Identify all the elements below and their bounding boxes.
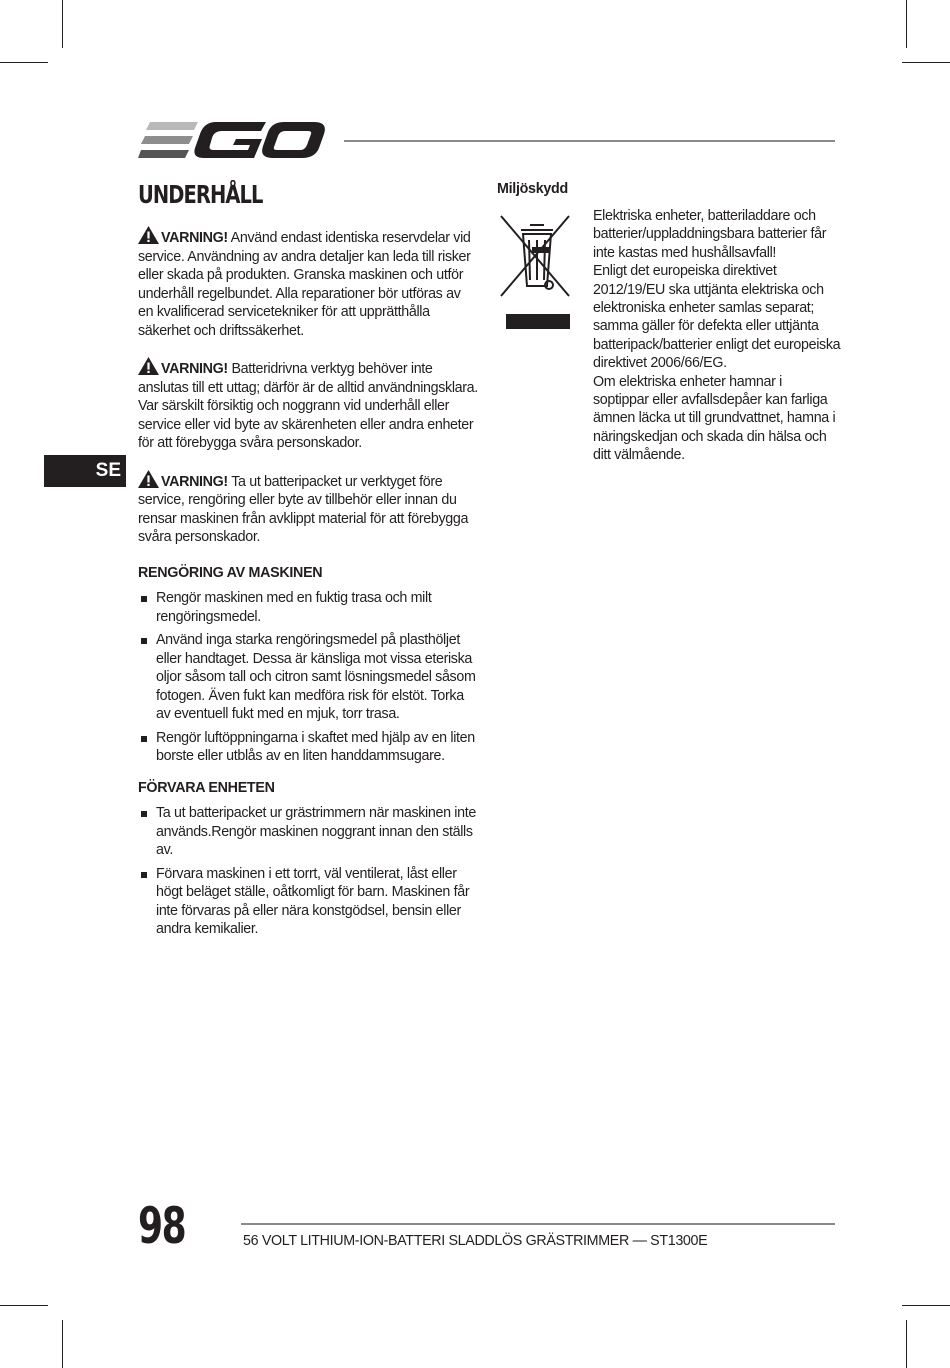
- crop-mark: [906, 0, 907, 48]
- crop-mark: [62, 1320, 63, 1368]
- warning-text: Använd endast identiska reservdelar vid service. Användning av andra detaljer kan leda till risker eller skada på produkten. Granska maskinen och utför underhåll regelbundet. Alla reparationer bör utföras av en kvalificerad servicetekniker för att upprätthålla säkerhet och driftssäkerhet.: [138, 230, 471, 339]
- language-tab-label: SE: [95, 460, 121, 481]
- warning-text: Batteridrivna verktyg behöver inte anslutas till ett uttag; därför är de alltid användningsklara. Var särskilt försiktig och noggrann vid underhåll eller service eller vid byte av skärenheten eller andra enheter för att förebygga svåra personskador.: [138, 361, 478, 451]
- warning-text: Ta ut batteripacket ur verktyget före service, rengöring eller byte av tillbehör eller innan du rensar maskinen från avklippt material för att förebygga svåra personskador.: [138, 473, 469, 545]
- environment-text: [593, 207, 841, 465]
- crop-mark: [902, 1305, 950, 1306]
- page-number: 98: [138, 1197, 186, 1255]
- storage-heading: FÖRVARA ENHETEN: [138, 779, 275, 796]
- warning-label: VARNING!: [161, 473, 228, 490]
- list-item: Förvara maskinen i ett torrt, väl ventilerat, låst eller högt beläget ställe, oåtkomligt för barn. Maskinen får inte förvaras på eller nära konstgödsel, bensin eller andra kemikalier.: [138, 865, 478, 939]
- crop-mark: [62, 0, 63, 48]
- header-rule: [344, 140, 835, 142]
- list-item: Rengör maskinen med en fuktig trasa och milt rengöringsmedel.: [138, 589, 478, 626]
- environment-heading: Miljöskydd: [497, 181, 568, 197]
- warning-label: VARNING!: [161, 361, 228, 377]
- list-item: Använd inga starka rengöringsmedel på plasthöljet eller handtaget. Dessa är känsliga mot vissa eteriska oljor såsom tall och citron samt lösningsmedel såsom fotogen. Även fukt kan medföra risk för elstöt. Torka av eventuell fukt med en mjuk, torr trasa.: [138, 631, 478, 724]
- language-tab: [44, 455, 126, 487]
- crop-mark: [906, 1320, 907, 1368]
- warning-triangle-icon: [138, 470, 159, 488]
- ego-logo: [138, 118, 328, 162]
- cleaning-heading: RENGÖRING AV MASKINEN: [138, 564, 323, 581]
- list-item: Ta ut batteripacket ur grästrimmern när maskinen inte används.Rengör maskinen noggrant innan den ställs av.: [138, 804, 478, 860]
- warning-triangle-icon: [138, 357, 159, 375]
- warning-2: [138, 357, 478, 453]
- footer-product-title: 56 VOLT LITHIUM-ION-BATTERI SLADDLÖS GRÄSTRIMMER — ST1300E: [243, 1233, 708, 1249]
- crop-mark: [0, 62, 48, 63]
- environment-paragraph: Elektriska enheter, batteriladdare och batterier/uppladdningsbara batterier får inte kastas med hushållsavfall!: [593, 208, 827, 261]
- crossed-out-bin-icon: [499, 212, 575, 330]
- warning-triangle-icon: [138, 226, 159, 244]
- storage-list: [138, 804, 478, 939]
- warning-label: VARNING!: [161, 230, 228, 246]
- crop-mark: [0, 1305, 48, 1306]
- environment-paragraph: Om elektriska enheter hamnar i soptippar eller avfallsdepåer kan farliga ämnen läcka ut till grundvattnet, hamna i näringskedjan och skada din hälsa och ditt välmående.: [593, 373, 836, 464]
- environment-paragraph: Enligt det europeiska direktivet 2012/19/EU ska uttjänta elektriska och elektroniska enheter samlas separat; samma gäller för defekta eller uttjänta batteripack/batterier enligt det europeiska direktivet 2006/66/EG.: [593, 263, 841, 372]
- crop-mark: [902, 62, 950, 63]
- warning-3: [138, 470, 478, 547]
- section-title: UNDERHÅLL: [138, 180, 263, 209]
- footer-rule: [241, 1223, 835, 1225]
- warning-1: [138, 226, 478, 340]
- left-column: [138, 226, 478, 952]
- cleaning-list: [138, 589, 478, 766]
- list-item: Rengör luftöppningarna i skaftet med hjälp av en liten borste eller utblås av en liten handdammsugare.: [138, 729, 478, 766]
